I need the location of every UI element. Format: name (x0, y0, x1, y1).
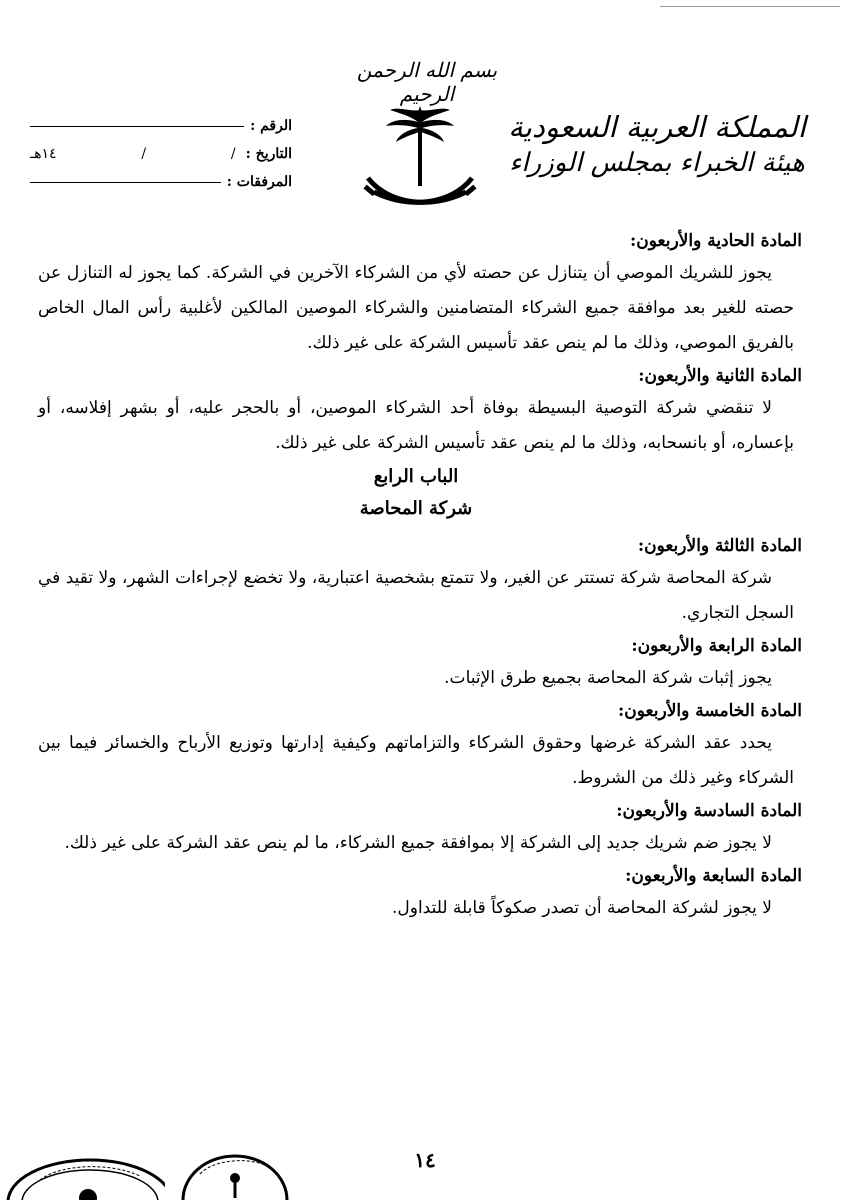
document-body (38, 226, 802, 926)
page-number: ١٤ (414, 1148, 436, 1172)
top-rule (660, 6, 840, 7)
article-45-text: يحدد عقد الشركة غرضها وحقوق الشركاء والتزاماتهم وكيفية إدارتها وتوزيع الأرباح والخسائر فيما بين الشركاء وغير ذلك من الشروط. (38, 733, 794, 788)
article-42-heading: المادة الثانية والأربعون: (638, 366, 802, 386)
article-44-heading: المادة الرابعة والأربعون: (631, 636, 802, 656)
date-label: التاريخ : (245, 146, 292, 162)
article-46-text: لا يجوز ضم شريك جديد إلى الشركة إلا بموافقة جميع الشركاء، ما لم ينص عقد الشركة على غير ذلك. (64, 833, 772, 853)
palm-swords-emblem-icon (360, 100, 480, 225)
section-title: شركة المحاصة (359, 498, 473, 519)
chapter-title: الباب الرابع (373, 466, 459, 487)
article-41-heading: المادة الحادية والأربعون: (629, 231, 802, 251)
basmala: بسم الله الرحمن الرحيم (356, 58, 498, 106)
attachments-row (30, 168, 292, 196)
official-stamp-icon (180, 1140, 290, 1200)
kingdom-name: المملكة العربية السعودية (508, 110, 806, 144)
attachments-label: المرفقات : (226, 174, 292, 190)
ref-line (30, 126, 244, 127)
agency-name: هيئة الخبراء بمجلس الوزراء (509, 148, 805, 178)
letter-metadata (30, 112, 292, 196)
date-suffix: ١٤هـ (30, 146, 57, 162)
date-field (30, 146, 246, 162)
article-46-heading: المادة السادسة والأربعون: (616, 801, 802, 821)
date-slash-1: / (230, 146, 236, 162)
article-43-text: شركة المحاصة شركة تستتر عن الغير، ولا تتمتع بشخصية اعتبارية، ولا تخضع لإجراءات الشهر، ولا تقيد في السجل التجاري. (38, 568, 794, 623)
date-row (30, 140, 292, 168)
attachments-line (30, 182, 221, 183)
date-slash-2: / (141, 146, 147, 162)
article-44-text: يجوز إثبات شركة المحاصة بجميع طرق الإثبات. (444, 668, 772, 688)
article-41-text: يجوز للشريك الموصي أن يتنازل عن حصته لأي من الشركاء الآخرين في الشركة. كما يجوز له التنازل عن حصته للغير بعد موافقة جميع الشركاء المتضامنين والشركاء الموصين المالكين لأغلبية رأس المال الخاص بالفريق الموصي، وذلك ما لم ينص عقد تأسيس الشركة على غير ذلك. (38, 263, 794, 353)
article-47-heading: المادة السابعة والأربعون: (625, 866, 802, 886)
article-45-heading: المادة الخامسة والأربعون: (618, 701, 802, 721)
ref-label: الرقم : (250, 118, 292, 134)
article-47-text: لا يجوز لشركة المحاصة أن تصدر صكوكاً قابلة للتداول. (391, 898, 772, 918)
government-header (492, 108, 822, 180)
article-43-heading: المادة الثالثة والأربعون: (637, 536, 802, 556)
article-42-text: لا تنقضي شركة التوصية البسيطة بوفاة أحد الشركاء الموصين، أو بالحجر عليه، أو بشهر إفلاسه، أو بإعساره، أو بانسحابه، وذلك ما لم ينص عقد تأسيس الشركة على غير ذلك. (38, 398, 794, 453)
official-seal-icon (0, 1140, 165, 1200)
ref-row (30, 112, 292, 140)
